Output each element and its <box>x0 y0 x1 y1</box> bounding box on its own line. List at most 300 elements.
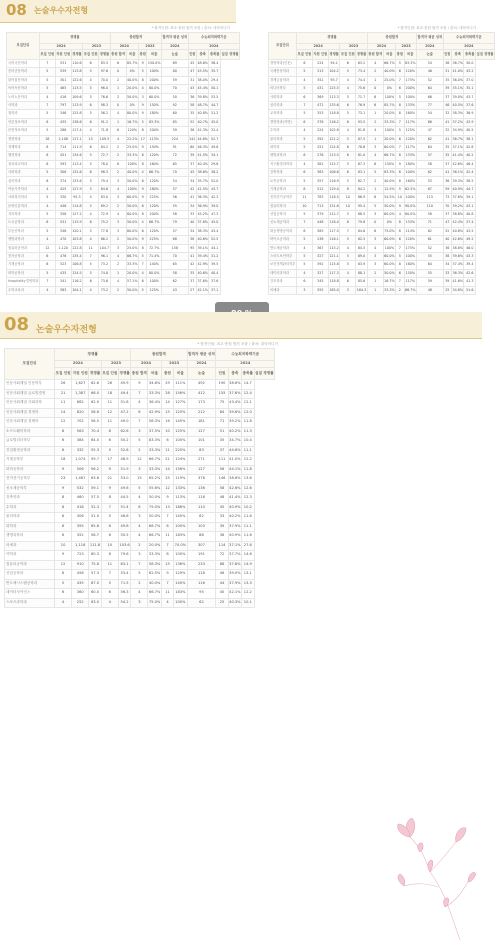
table-cell: 47.2 <box>118 408 130 418</box>
table-cell: 9 <box>139 194 147 202</box>
table-cell: 48 <box>216 494 228 504</box>
table-cell: 5 <box>83 185 99 193</box>
table-row <box>269 278 495 286</box>
table-cell: 6 <box>139 177 147 185</box>
table-cell: 200% <box>404 85 416 93</box>
table-cell: 6 <box>396 169 404 177</box>
table-cell: 135.4 <box>71 252 83 260</box>
table-cell: 25 <box>216 598 228 608</box>
table-cell: 3 <box>340 286 356 294</box>
table-cell: 120% <box>404 135 416 143</box>
table-cell: 40.0% <box>126 169 138 177</box>
table-cell: 61 <box>417 236 444 244</box>
table-cell: 51.0 <box>89 513 101 523</box>
table-cell: 8 <box>101 427 118 437</box>
table-cell: 224 <box>312 127 328 135</box>
table-cell: 55 <box>417 252 444 260</box>
table-cell: 40.0% <box>383 68 395 76</box>
table-cell: 7 <box>131 389 148 399</box>
table-cell: 62.5% <box>404 185 416 193</box>
table-cell: 76.9 <box>356 101 368 109</box>
table-cell: 47 <box>443 219 451 227</box>
table-row <box>7 93 240 101</box>
table-row <box>5 513 275 523</box>
table-cell: 379 <box>312 211 328 219</box>
table-cell: 103.8 <box>71 236 83 244</box>
table-cell: 98.5 <box>99 169 111 177</box>
table-row <box>269 152 495 160</box>
table-cell: 63.0 <box>89 598 101 608</box>
table-cell: 6 <box>340 169 356 177</box>
row-unit-name: 컴퓨터공학과 <box>7 244 40 252</box>
table-cell: 73 <box>443 194 451 202</box>
table-cell: 100% <box>404 93 416 101</box>
table-cell: 74.8 <box>99 269 111 277</box>
table-row <box>7 194 240 202</box>
table-cell: 22.2% <box>126 135 138 143</box>
table-cell: 103 <box>187 522 216 532</box>
table-cell: 1 <box>367 135 383 143</box>
table-cell: 155 <box>216 389 228 399</box>
table-cell: 57 <box>417 152 444 160</box>
table-cell: 49.0 <box>118 418 130 428</box>
table-cell: 114 <box>216 541 228 551</box>
table-cell: 6 <box>340 152 356 160</box>
table-cell: 59.1 <box>89 484 101 494</box>
row-unit-name: 간호학과 <box>269 278 297 286</box>
table-cell: 5 <box>83 85 99 93</box>
table-cell: 37.8% <box>228 560 241 570</box>
table-cell: 33.3% <box>383 118 395 126</box>
table-cell: 96.1 <box>99 252 111 260</box>
table-cell: 150% <box>147 143 162 151</box>
table-cell: 133% <box>404 152 416 160</box>
table-cell: 6 <box>139 202 147 210</box>
table-cell: 11 <box>101 418 118 428</box>
table-cell: 84.2 <box>99 143 111 151</box>
table-row <box>269 143 495 151</box>
table-cell: 3 <box>110 219 126 227</box>
table-cell: 55 <box>417 269 444 277</box>
table-cell: 146 <box>216 475 228 485</box>
table-cell: 14.6 <box>242 551 254 561</box>
row-unit-name: 약학과 <box>5 551 55 561</box>
table-cell: 84 <box>216 408 228 418</box>
table-cell: 40.9% <box>228 532 241 542</box>
table-cell: 50.0% <box>126 236 138 244</box>
table-cell: 111.9 <box>71 143 83 151</box>
table-cell: 8 <box>101 494 118 504</box>
table-cell: 58 <box>161 211 188 219</box>
table-cell: 5 <box>340 261 356 269</box>
table-cell: 4 <box>340 85 356 93</box>
table-cell: 66 <box>417 118 444 126</box>
table-cell: 55.3 <box>89 446 101 456</box>
row-unit-name: 스마트보안학부 <box>269 252 297 260</box>
table-cell: 145% <box>174 418 187 428</box>
table-cell: 90.0% <box>404 202 416 210</box>
table-cell: 133% <box>404 101 416 109</box>
group-header-result: 충원합격 <box>367 33 416 44</box>
chapter-header <box>246 0 482 22</box>
table-cell: 51 <box>216 427 228 437</box>
column-header: 비율 <box>148 368 161 380</box>
table-cell: 118.8 <box>328 110 340 118</box>
table-cell: 68 <box>161 236 188 244</box>
row-unit-name: 국어국문학과 <box>7 60 40 68</box>
table-cell: 3 <box>110 244 126 252</box>
column-header: 충족률 <box>209 50 221 60</box>
table-cell: 6 <box>83 169 99 177</box>
table-cell: 37.5% <box>148 427 161 437</box>
table-cell: 48.6% <box>196 60 208 68</box>
table-cell: 62 <box>417 169 444 177</box>
table-cell: 120.1 <box>71 227 83 235</box>
table-cell: 458 <box>72 570 89 580</box>
table-cell: 4 <box>296 76 312 84</box>
table-cell: 12.0 <box>242 408 254 418</box>
table-cell: 94.2 <box>328 60 340 68</box>
table-cell: 50.0% <box>126 219 138 227</box>
table-cell: 62 <box>417 135 444 143</box>
table-cell: 82.5 <box>356 236 368 244</box>
table-cell: 18 <box>101 389 118 399</box>
table-cell: 42.6 <box>464 269 476 277</box>
table-cell: 37.0 <box>464 76 476 84</box>
table-cell: 140% <box>174 579 187 589</box>
table-cell: 129% <box>174 570 187 580</box>
table-cell: 12.3 <box>242 494 254 504</box>
table-cell: 87.3 <box>356 160 368 168</box>
year-header: 2024 <box>367 44 395 50</box>
table-cell: 79.4 <box>99 177 111 185</box>
table-cell: 1,467 <box>72 475 89 485</box>
table-cell: 42.1% <box>196 286 208 294</box>
table-cell: 2 <box>131 446 148 456</box>
table-cell: 40.9% <box>451 185 463 193</box>
table-cell: 10 <box>296 202 312 210</box>
table-cell: 341 <box>55 278 71 286</box>
table-cell: 11.1 <box>242 522 254 532</box>
year-header: 2023 <box>83 44 110 50</box>
table-cell: 124.8 <box>328 143 340 151</box>
table-cell: 110.6 <box>71 60 83 68</box>
table-cell: 64 <box>417 143 444 151</box>
table-row <box>269 261 495 269</box>
table-cell: 395 <box>72 522 89 532</box>
table-cell: 2 <box>110 261 126 269</box>
table-cell: 29 <box>161 380 173 390</box>
table-cell: 5 <box>39 211 55 219</box>
table-cell: 40.8% <box>451 227 463 235</box>
table-cell: 35 <box>216 437 228 447</box>
table-cell: 8 <box>396 261 404 269</box>
table-cell: 46.0 <box>464 244 476 252</box>
table-cell: 224 <box>312 60 328 68</box>
table-cell: 75.0% <box>148 598 161 608</box>
table-cell: 71.7 <box>356 93 368 101</box>
table-cell: 345 <box>312 278 328 286</box>
table-cell: 233 <box>187 560 216 570</box>
table-cell: 682 <box>72 399 89 409</box>
table-cell: 40.6% <box>196 269 208 277</box>
table-cell: 156% <box>174 389 187 399</box>
table-cell: 0% <box>126 68 138 76</box>
column-header: 경쟁률 <box>118 368 130 380</box>
table-cell: 4 <box>367 152 383 160</box>
table-cell: 49.9 <box>118 380 130 390</box>
table-cell: 40.2 <box>464 152 476 160</box>
table-cell: 75.8 <box>89 560 101 570</box>
row-unit-name: 의예과 <box>5 541 55 551</box>
table-cell: 96.0 <box>99 85 111 93</box>
table-cell: 95.4 <box>356 202 368 210</box>
table-cell: 7 <box>131 418 148 428</box>
table-cell: 120% <box>147 227 162 235</box>
table-cell: 327 <box>312 252 328 260</box>
table-row <box>5 570 275 580</box>
column-header: 충원 합격 <box>367 50 383 60</box>
table-cell: 55.6% <box>148 484 161 494</box>
table-cell: 57 <box>161 185 188 193</box>
table-cell: 115 <box>417 194 444 202</box>
table-cell: 13.1 <box>242 570 254 580</box>
table-cell: 5 <box>296 110 312 118</box>
chapter-title: 논술우수자전형 <box>36 325 97 335</box>
table-cell: 34 <box>443 261 451 269</box>
table-cell: 15 <box>131 475 148 485</box>
table-cell: 33 <box>188 211 196 219</box>
table-cell: 66.7% <box>404 286 416 294</box>
table-cell: 5 <box>396 127 404 135</box>
table-header <box>7 33 240 60</box>
year-header: 2024 <box>39 44 82 50</box>
table-cell: 6 <box>367 194 383 202</box>
table-cell: 446 <box>55 202 71 210</box>
table-cell: 52.3 <box>89 503 101 513</box>
table-cell: 39 <box>188 152 196 160</box>
table-cell: 39.4 <box>464 261 476 269</box>
table-cell: 115.8 <box>328 261 340 269</box>
table-cell: 6 <box>367 160 383 168</box>
table-cell: 251 <box>312 143 328 151</box>
table-cell: 122.6 <box>71 76 83 84</box>
group-header-csat: 수능최저학력기준 <box>443 33 495 44</box>
table-cell: 346 <box>55 227 71 235</box>
table-cell: 36.9 <box>464 110 476 118</box>
table-cell: 127.9 <box>71 185 83 193</box>
table-cell: 70 <box>161 169 188 177</box>
row-unit-name: 컴퓨터학과 <box>269 202 297 210</box>
row-unit-name: 문화인류학과 <box>7 202 40 210</box>
table-cell: 85 <box>161 118 188 126</box>
table-cell: 8 <box>396 101 404 109</box>
table-cell: 36.4% <box>148 399 161 409</box>
table-cell: 3 <box>296 286 312 294</box>
table-cell: 306 <box>55 169 71 177</box>
table-cell: 100% <box>383 127 395 135</box>
table-cell: 33 <box>216 513 228 523</box>
table-cell: 357 <box>312 177 328 185</box>
table-cell: 3 <box>131 465 148 475</box>
table-cell: 49.2 <box>464 236 476 244</box>
results-table-right <box>268 32 495 295</box>
table-cell: 48 <box>417 286 444 294</box>
table-cell: 42 <box>188 185 196 193</box>
table-cell: 50.0% <box>126 93 138 101</box>
table-cell: 34.6% <box>148 380 161 390</box>
table-cell: 6 <box>396 68 404 76</box>
column-header: 비율 <box>126 50 138 60</box>
table-cell: 115.9 <box>71 219 83 227</box>
table-cell: 4 <box>83 76 99 84</box>
table-cell: 65.8 <box>89 522 101 532</box>
table-cell: 4 <box>131 522 148 532</box>
column-header: 충족 <box>228 368 241 380</box>
table-cell: 35 <box>443 76 451 84</box>
table-cell: 11.3 <box>242 427 254 437</box>
table-cell: 37 <box>216 446 228 456</box>
table-cell: 6 <box>296 278 312 286</box>
table-cell: 141 <box>188 135 196 143</box>
table-cell: 2 <box>367 177 383 185</box>
table-cell: 109.6 <box>71 93 83 101</box>
table-cell: 47 <box>188 68 196 76</box>
table-cell: 21 <box>101 475 118 485</box>
table-cell: 6 <box>367 227 383 235</box>
year-header: 2024 <box>55 361 102 368</box>
table-cell: 86.2 <box>99 236 111 244</box>
table-cell: 190 <box>216 380 228 390</box>
table-cell: 37.4% <box>451 261 463 269</box>
table-cell: 48.9 <box>118 456 130 466</box>
table-cell: 3 <box>367 211 383 219</box>
table-cell: 5 <box>296 143 312 151</box>
flower-illustration <box>390 812 476 940</box>
table-row <box>269 211 495 219</box>
table-cell: 116.2 <box>328 118 340 126</box>
table-cell: 183% <box>174 589 187 599</box>
table-cell: 723 <box>72 551 89 561</box>
column-header: 실질 경쟁률 <box>221 50 240 60</box>
table-cell: 20.0% <box>126 85 138 93</box>
table-cell: 4 <box>83 286 99 294</box>
table-cell: 11.6 <box>242 513 254 523</box>
page-bottom <box>0 312 482 628</box>
table-cell: 37.1% <box>451 143 463 151</box>
table-cell: 62 <box>161 278 188 286</box>
table-cell: 8 <box>139 127 147 135</box>
table-cell: 7 <box>101 570 118 580</box>
table-cell: 164.3 <box>356 286 368 294</box>
table-cell: 41 <box>443 169 451 177</box>
table-cell: 8 <box>55 570 72 580</box>
table-cell: 66.7% <box>148 522 161 532</box>
table-row <box>5 522 275 532</box>
table-cell: 6 <box>83 143 99 151</box>
table-cell: 79.6 <box>118 551 130 561</box>
row-unit-name: 지구환경과학과 <box>269 160 297 168</box>
source-note: * 합격인원: 최초·충원 합격 포함 / 출처: 대학어디가 <box>151 26 230 30</box>
table-cell: 37.4 <box>464 219 476 227</box>
table-cell: 119.0 <box>328 185 340 193</box>
table-cell: 104.1 <box>71 286 83 294</box>
row-unit-name: 의예과 <box>269 286 297 294</box>
table-cell: 4 <box>161 598 173 608</box>
table-cell: 12.6 <box>242 484 254 494</box>
row-unit-name: 산업공학과 <box>269 211 297 219</box>
table-cell: 66.7% <box>148 589 161 599</box>
table-cell: 71 <box>417 219 444 227</box>
table-cell: 70 <box>161 85 188 93</box>
table-cell: 36.7% <box>451 135 463 143</box>
row-unit-name: 바이오공학과 <box>269 236 297 244</box>
table-cell: 39.6% <box>228 408 241 418</box>
table-cell: 1,627 <box>72 380 89 390</box>
table-cell: 4 <box>110 185 126 193</box>
table-cell: 58.6 <box>89 408 101 418</box>
table-cell: 4 <box>340 244 356 252</box>
column-header: 비율 <box>174 368 187 380</box>
table-cell: 87.0 <box>89 579 101 589</box>
table-cell: 5 <box>83 269 99 277</box>
table-cell: 5 <box>101 579 118 589</box>
row-unit-name: 경제금융학과 <box>269 76 297 84</box>
table-cell: 352 <box>72 532 89 542</box>
table-cell: 6 <box>139 152 147 160</box>
table-cell: 224 <box>161 135 188 143</box>
table-cell: 111% <box>174 380 187 390</box>
table-row <box>7 185 240 193</box>
table-cell: 23 <box>55 475 72 485</box>
table-cell: 134.6 <box>71 152 83 160</box>
table-cell: 33.3% <box>148 389 161 399</box>
table-cell: 44.7 <box>464 185 476 193</box>
table-cell: 40.8 <box>464 211 476 219</box>
table-cell: 5 <box>367 202 383 210</box>
table-cell: 6 <box>101 522 118 532</box>
table-cell: 180% <box>147 110 162 118</box>
table-cell: 38.6% <box>228 475 241 485</box>
table-cell: 85.7% <box>383 101 395 109</box>
table-cell: 73.1 <box>356 110 368 118</box>
table-cell: 78.6 <box>356 143 368 151</box>
table-cell: 330 <box>55 194 71 202</box>
year-header: 2024 <box>417 44 444 50</box>
table-cell: 92 <box>161 101 188 109</box>
table-cell: 13.3 <box>242 579 254 589</box>
table-cell: 25.0% <box>126 143 138 151</box>
table-row <box>269 68 495 76</box>
table-cell: 120% <box>147 202 162 210</box>
table-cell: 49.6 <box>209 143 221 151</box>
table-cell: 41.4% <box>228 494 241 504</box>
table-row <box>269 219 495 227</box>
source-note: * 합격인원: 최초·충원 합격 포함 / 출처: 대학어디가 <box>397 26 476 30</box>
column-header: 실질 경쟁률 <box>254 368 275 380</box>
table-cell: 60.0% <box>383 236 395 244</box>
table-cell: 100% <box>174 522 187 532</box>
table-cell: 35.7 <box>209 68 221 76</box>
table-cell: 37.6% <box>451 194 463 202</box>
column-header-unit: 모집단위 <box>7 33 40 60</box>
table-cell: 3 <box>367 236 383 244</box>
table-cell: 31.2 <box>209 252 221 260</box>
table-cell: 175% <box>404 244 416 252</box>
table-cell: 37.7% <box>228 551 241 561</box>
table-cell: 5 <box>296 211 312 219</box>
table-cell: 66.7% <box>148 532 161 542</box>
